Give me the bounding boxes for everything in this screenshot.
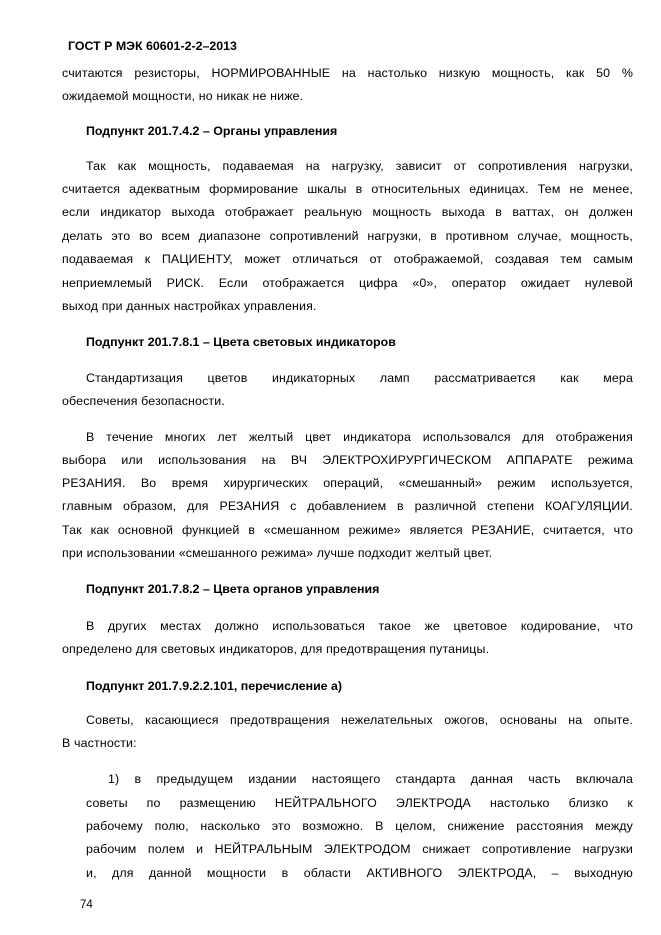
paragraph-line: В частности:: [62, 736, 137, 750]
paragraph-line: главным образом, для РЕЗАНИЯ с добавлением в различной степени КОАГУЛЯЦИИ.: [62, 499, 633, 513]
paragraph-line: Так как мощность, подаваемая на нагрузку, зависит от сопротивления нагрузки,: [86, 159, 633, 173]
paragraph-line: выбора или использования на ВЧ ЭЛЕКТРОХИРУРГИЧЕСКОМ АППАРАТЕ режима: [62, 453, 633, 467]
paragraph-line: В других местах должно использоваться такое же цветовое кодирование, что: [86, 619, 633, 633]
paragraph-line: Так как основной функцией в «смешанном режиме» является РЕЗАНИЕ, считается, что: [62, 523, 633, 537]
paragraph-line: В течение многих лет желтый цвет индикатора использовался для отображения: [86, 430, 633, 444]
paragraph-line: определено для световых индикаторов, для предотвращения путаницы.: [62, 642, 490, 656]
paragraph-line: выход при данных настройках управления.: [62, 299, 317, 313]
paragraph-line: Советы, касающиеся предотвращения нежелательных ожогов, основаны на опыте.: [86, 713, 633, 727]
paragraph-line: делать это во всем диапазоне сопротивлений нагрузки, в противном случае, мощность,: [62, 229, 633, 243]
paragraph-line: неприемлемый РИСК. Если отображается цифра «0», оператор ожидает нулевой: [62, 276, 633, 290]
list-item-line: рабочему полю, насколько это возможно. В целом, снижение расстояния между: [86, 819, 633, 833]
paragraph-line: РЕЗАНИЯ. Во время хирургических операций, «смешанный» режим используется,: [62, 476, 633, 490]
paragraph-line: если индикатор выхода отображает реальную мощность выхода в ваттах, он должен: [62, 205, 633, 219]
paragraph-line: при использовании «смешанного режима» лучше подходит желтый цвет.: [62, 546, 493, 560]
paragraph-line: обеспечения безопасности.: [62, 394, 225, 408]
section-heading: Подпункт 201.7.8.2 – Цвета органов управления: [86, 582, 380, 596]
section-heading: Подпункт 201.7.4.2 – Органы управления: [86, 124, 338, 138]
list-item-line: советы по размещению НЕЙТРАЛЬНОГО ЭЛЕКТРОДА настолько близко к: [86, 796, 633, 810]
paragraph-line: подаваемая к ПАЦИЕНТУ, может отличаться от отображаемой, создавая тем самым: [62, 252, 633, 266]
list-item-line: рабочим полем и НЕЙТРАЛЬНЫМ ЭЛЕКТРОДОМ снижает сопротивление нагрузки: [86, 842, 633, 856]
list-item-line: и, для данной мощности в области АКТИВНОГО ЭЛЕКТРОДА, – выходную: [86, 866, 633, 880]
section-heading: Подпункт 201.7.9.2.2.101, перечисление а): [86, 679, 343, 693]
paragraph-line: Стандартизация цветов индикаторных ламп рассматривается как мера: [86, 371, 633, 385]
paragraph-line: ожидаемой мощности, но никак не ниже.: [62, 89, 304, 103]
document-header: ГОСТ Р МЭК 60601-2-2–2013: [68, 39, 237, 53]
page-number: 74: [80, 899, 93, 911]
section-heading: Подпункт 201.7.8.1 – Цвета световых индикаторов: [86, 335, 396, 349]
paragraph-line: считается адекватным формирование шкалы в относительных единицах. Тем не менее,: [62, 182, 633, 196]
list-item-line: 1) в предыдущем издании настоящего стандарта данная часть включала: [108, 772, 633, 786]
paragraph-line: считаются резисторы, НОРМИРОВАННЫЕ на настолько низкую мощность, как 50 %: [62, 66, 633, 80]
